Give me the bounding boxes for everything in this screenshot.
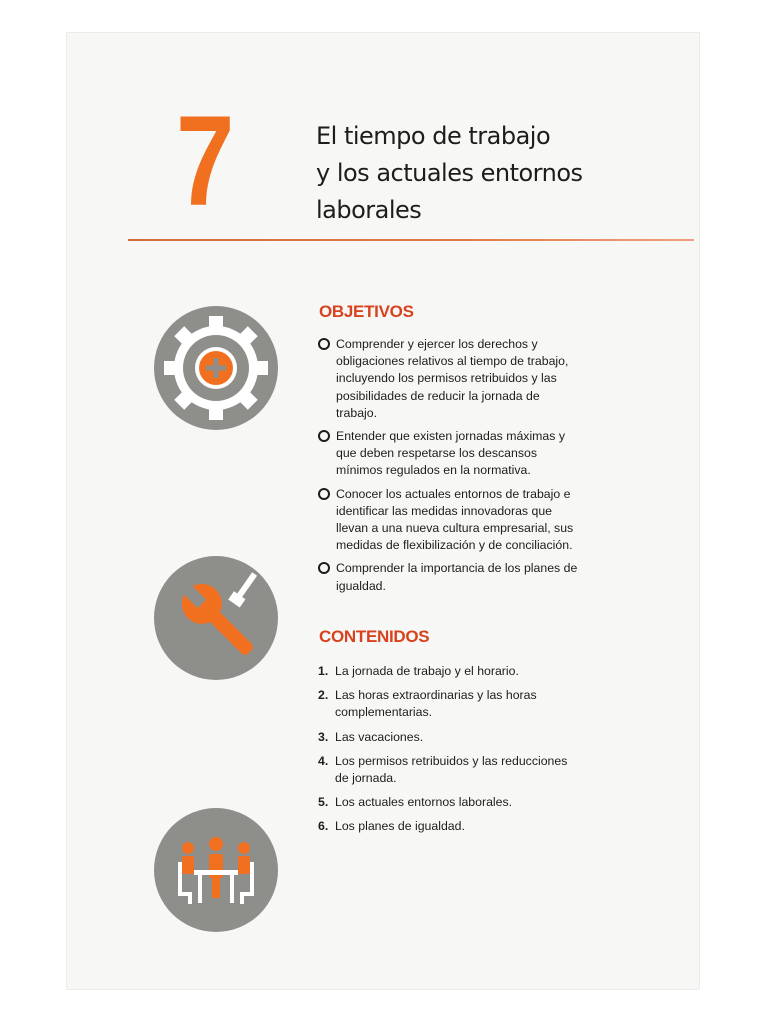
contents-list	[318, 663, 584, 843]
item-number: 6.	[318, 819, 329, 834]
item-number: 2.	[318, 688, 329, 703]
content-text: Los planes de igualdad.	[335, 819, 465, 834]
item-number: 1.	[318, 664, 329, 678]
list-item	[318, 428, 584, 480]
objective-text: Comprender la importancia de los planes de igualdad.	[336, 561, 578, 593]
objective-text: Comprender y ejercer los derechos y obligaciones relativos al tiempo de trabajo, incluyendo los permisos retribuidos y las posibilidades de reducir la jornada de trabajo.	[336, 337, 569, 420]
contents-heading: CONTENIDOS	[319, 627, 430, 646]
content-text: Las vacaciones.	[335, 729, 424, 744]
objective-text: Entender que existen jornadas máximas y que deben respetarse los descansos mínimos regulados en la normativa.	[336, 429, 565, 478]
circle-bullet-icon	[318, 562, 330, 574]
list-item	[318, 486, 584, 555]
list-item	[318, 560, 584, 594]
list-item	[318, 753, 584, 787]
circle-bullet-icon	[318, 430, 330, 442]
chapter-title-line: laborales	[316, 196, 422, 224]
list-item	[318, 336, 584, 422]
list-item	[318, 687, 584, 721]
title-divider	[128, 239, 694, 241]
wrench-icon	[154, 556, 278, 680]
objective-text: Conocer los actuales entornos de trabajo e identificar las medidas innovadoras que llevan a una nueva cultura empresarial, sus medidas de flexibilización y de conciliación.	[336, 486, 574, 553]
meeting-table-icon	[154, 808, 278, 932]
list-item	[318, 729, 584, 746]
item-number: 4.	[318, 753, 329, 768]
chapter-number: 7	[176, 90, 232, 233]
gear-plus-icon	[154, 306, 278, 430]
chapter-title	[316, 118, 656, 229]
list-item	[318, 818, 584, 835]
chapter-title-line: y los actuales entornos	[316, 159, 583, 187]
chapter-title-line: El tiempo de trabajo	[316, 122, 551, 150]
objectives-heading: OBJETIVOS	[319, 302, 414, 321]
content-text: Las horas extraordinarias y las horas complementarias.	[335, 688, 537, 720]
content-text: La jornada de trabajo y el horario.	[335, 664, 519, 678]
list-item	[318, 663, 584, 680]
list-item	[318, 794, 584, 811]
item-number: 5.	[318, 795, 329, 810]
content-text: Los actuales entornos laborales.	[335, 795, 513, 810]
circle-bullet-icon	[318, 488, 330, 500]
objectives-list	[318, 336, 584, 601]
content-text: Los permisos retribuidos y las reducciones de jornada.	[335, 753, 568, 786]
circle-bullet-icon	[318, 338, 330, 350]
item-number: 3.	[318, 729, 329, 744]
